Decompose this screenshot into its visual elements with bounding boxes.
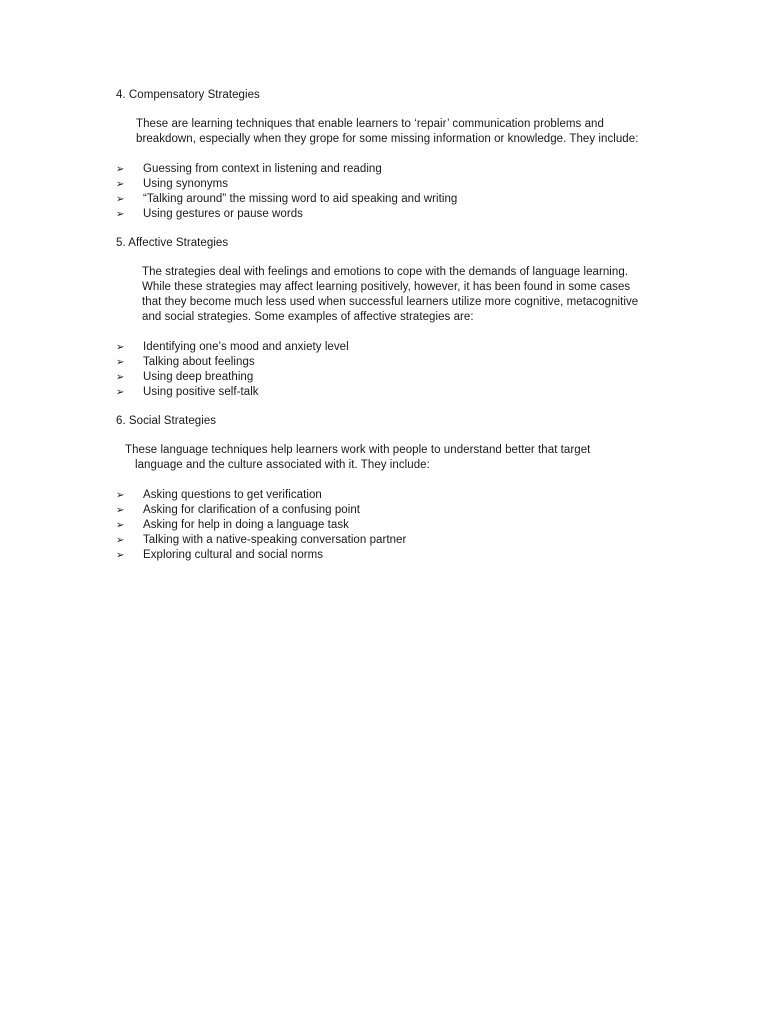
arrowhead-bullet-icon: ➢ (116, 164, 125, 175)
paragraph-line: breakdown, especially when they grope for some missing information or knowledge. They include: (136, 133, 639, 145)
list-item-text: Asking for help in doing a language task (143, 519, 349, 531)
section-paragraph-affective (142, 265, 638, 325)
section-heading-compensatory: 4. Compensatory Strategies (116, 89, 260, 101)
arrowhead-bullet-icon: ➢ (116, 520, 125, 531)
list-item-text: Using gestures or pause words (143, 208, 303, 220)
arrowhead-bullet-icon: ➢ (116, 179, 125, 190)
section-paragraph-compensatory (136, 117, 638, 147)
list-item-text: Talking with a native-speaking conversation partner (143, 534, 407, 546)
arrowhead-bullet-icon: ➢ (116, 505, 125, 516)
paragraph-line: that they become much less used when successful learners utilize more cognitive, metacognitive (142, 296, 639, 308)
arrowhead-bullet-icon: ➢ (116, 550, 125, 561)
arrowhead-bullet-icon: ➢ (116, 490, 125, 501)
arrowhead-bullet-icon: ➢ (116, 372, 125, 383)
list-item-text: Talking about feelings (143, 356, 255, 368)
arrowhead-bullet-icon: ➢ (116, 194, 125, 205)
list-item-text: Identifying one’s mood and anxiety level (143, 341, 349, 353)
arrowhead-bullet-icon: ➢ (116, 387, 125, 398)
paragraph-line: language and the culture associated with it. They include: (135, 459, 430, 471)
list-item-text: Asking questions to get verification (143, 489, 322, 501)
list-item-text: Exploring cultural and social norms (143, 549, 324, 561)
arrowhead-bullet-icon: ➢ (116, 342, 125, 353)
arrowhead-bullet-icon: ➢ (116, 535, 125, 546)
list-item-text: Asking for clarification of a confusing point (143, 504, 361, 516)
paragraph-line: While these strategies may affect learning positively, however, it has been found in some cases (142, 281, 631, 293)
arrowhead-bullet-icon: ➢ (116, 209, 125, 220)
paragraph-line: and social strategies. Some examples of affective strategies are: (142, 311, 474, 323)
list-item-text: Using synonyms (143, 178, 229, 190)
list-item-text: Guessing from context in listening and reading (143, 163, 382, 175)
section-heading-social: 6. Social Strategies (116, 415, 217, 427)
section-paragraph-social (125, 443, 590, 473)
paragraph-line: The strategies deal with feelings and emotions to cope with the demands of language learning. (142, 266, 629, 278)
list-item-text: Using positive self-talk (143, 386, 259, 398)
list-item-text: Using deep breathing (143, 371, 254, 383)
section-heading-affective: 5. Affective Strategies (116, 237, 229, 249)
paragraph-line: These language techniques help learners work with people to understand better that target (125, 444, 591, 456)
paragraph-line: These are learning techniques that enable learners to ‘repair’ communication problems and (136, 118, 604, 130)
arrowhead-bullet-icon: ➢ (116, 357, 125, 368)
list-item-text: “Talking around” the missing word to aid speaking and writing (143, 193, 458, 205)
